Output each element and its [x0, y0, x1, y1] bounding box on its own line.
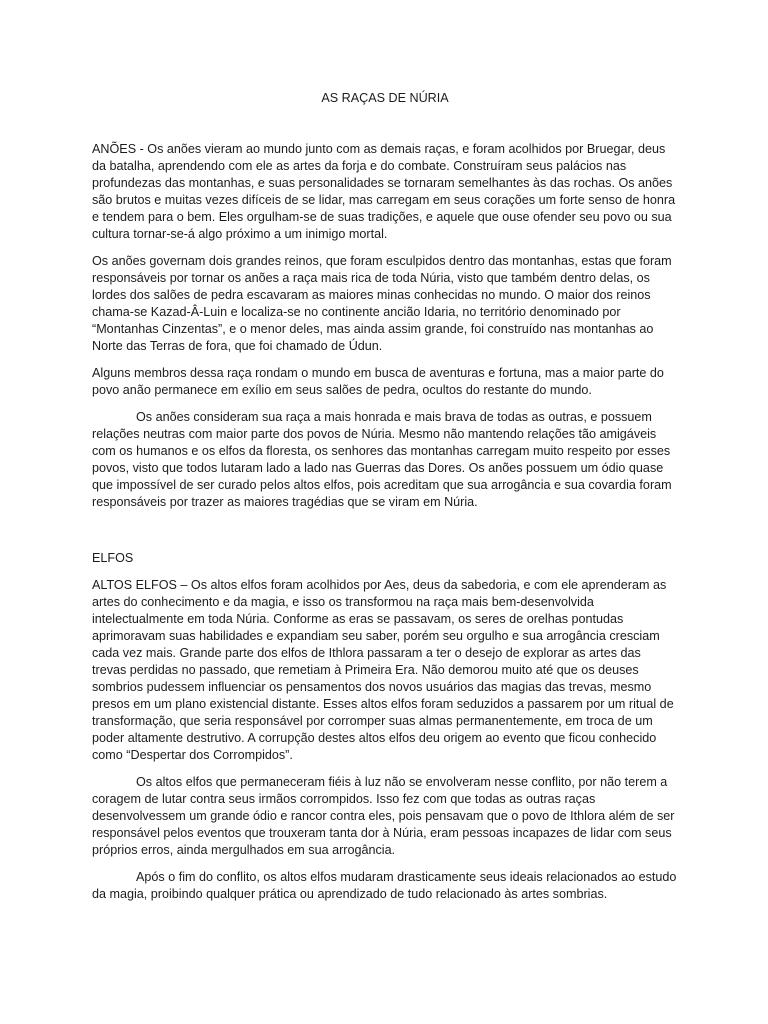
paragraph-altos-elfos-pos-conflito: Após o fim do conflito, os altos elfos mudaram drasticamente seus ideais relacionados ao estudo da magia, proibindo qualquer prática ou aprendizado de tudo relacionado às artes sombrias. — [92, 870, 677, 901]
paragraph-altos-elfos-conflito: Os altos elfos que permaneceram fiéis à luz não se envolveram nesse conflito, por não terem a coragem de lutar contra seus irmãos corrompidos. Isso fez com que todas as outras raças desenvolvessem um grande ódio e rancor contra eles, pois pensavam que o povo de Ithlora além de ser responsável pelos eventos que trouxeram tanta dor à Núria, eram pessoas incapazes de lidar com seus próprios erros, ainda mergulhados em sua arrogância. — [92, 775, 675, 857]
paragraph-anoes-intro: ANÕES - Os anões vieram ao mundo junto com as demais raças, e foram acolhidos por Bruegar, deus da batalha, aprendendo com ele as artes da forja e do combate. Construíram seus palácios nas profundezas das montanhas, e suas personalidades se tornaram semelhantes às das rochas. Os anões são brutos e muitas vezes difíceis de se lidar, mas carregam em seus corações um forte senso de honra e tendem para o bem. Eles orgulham-se de suas tradições, e aquele que ouse ofender seu povo ou sua cultura tornar-se-á algo próximo a um inimigo mortal. — [92, 142, 676, 241]
document-title: AS RAÇAS DE NÚRIA — [321, 91, 449, 105]
section-heading-elfos: ELFOS — [92, 551, 134, 565]
paragraph-anoes-aventuras: Alguns membros dessa raça rondam o mundo em busca de aventuras e fortuna, mas a maior parte do povo anão permanece em exílio em seus salões de pedra, ocultos do restante do mundo. — [92, 366, 664, 397]
document-body — [92, 90, 678, 913]
paragraph-anoes-relacoes: Os anões consideram sua raça a mais honrada e mais brava de todas as outras, e possuem relações neutras com maior parte dos povos de Núria. Mesmo não mantendo relações tão amigáveis com os humanos e os elfos da floresta, os senhores das montanhas carregam muito respeito por esses povos, visto que todos lutaram lado a lado nas Guerras das Dores. Os anões possuem um ódio quase que impossível de ser curado pelos altos elfos, pois acreditam que sua arrogância e sua covardia foram responsáveis por trazer as maiores tragédias que se viram em Núria. — [92, 410, 672, 509]
paragraph-altos-elfos-intro: ALTOS ELFOS – Os altos elfos foram acolhidos por Aes, deus da sabedoria, e com ele aprenderam as artes do conhecimento e da magia, e isso os transformou na raça mais bem-desenvolvida intelectualmente em toda Núria. Conforme as eras se passavam, os seres de orelhas pontudas aprimoravam suas habilidades e expandiam seu saber, porém seu orgulho e sua arrogância cresciam cada vez mais. Grande parte dos elfos de Ithlora passaram a ter o desejo de explorar as artes das trevas perdidas no passado, que remetiam à Primeira Era. Não demorou muito até que os deuses sombrios pudessem influenciar os pensamentos dos novos usuários das magias das trevas, mesmo presos em um plano existencial distante. Esses altos elfos foram seduzidos a passarem por um ritual de transformação, que seria responsável por corromper suas almas permanentemente, em troca de um poder altamente destrutivo. A corrupção destes altos elfos deu origem ao evento que ficou conhecido como “Despertar dos Corrompidos”. — [92, 578, 674, 762]
paragraph-anoes-reinos: Os anões governam dois grandes reinos, que foram esculpidos dentro das montanhas, estas que foram responsáveis por tornar os anões a raça mais rica de toda Núria, visto que também dentro delas, os lordes dos salões de pedra escavaram as maiores minas conhecidas no mundo. O maior dos reinos chama-se Kazad-Â-Luin e localiza-se no continente ancião Idaria, no território denominado por “Montanhas Cinzentas”, e o menor deles, mas ainda assim grande, foi construído nas montanhas ao Norte das Terras de fora, que foi chamado de Údun. — [92, 254, 672, 353]
